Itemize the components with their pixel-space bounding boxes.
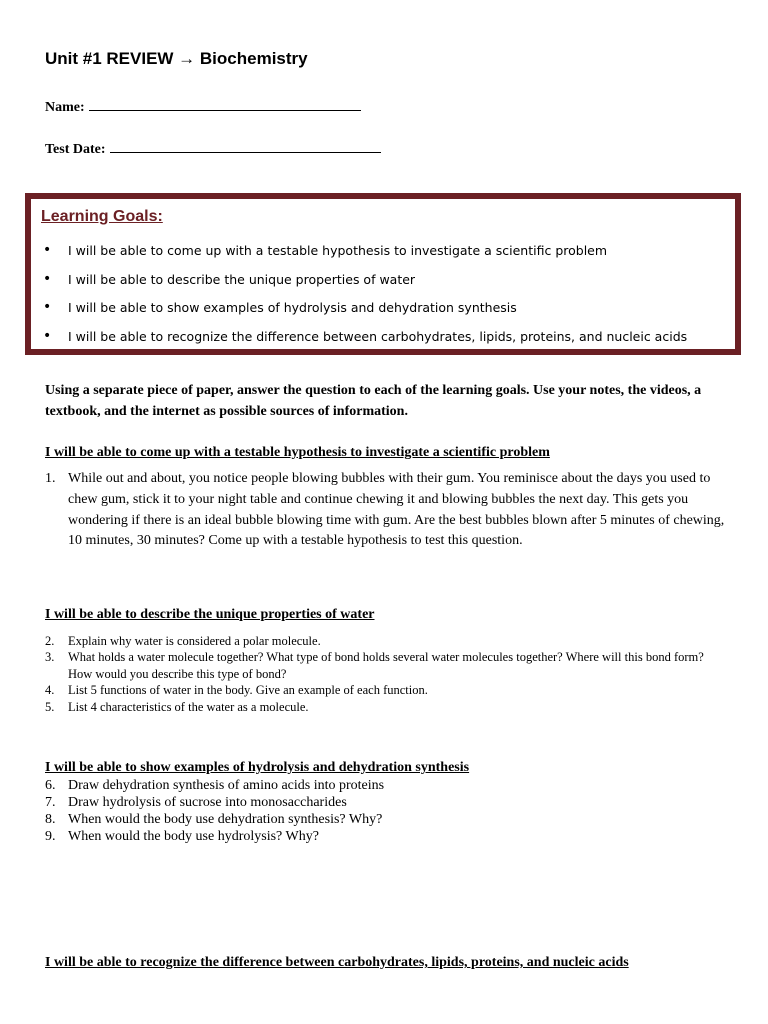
question-text: While out and about, you notice people blowing bubbles with their gum. You reminisce about the days you used to chew gum, stick it to your night table and continue chewing it and blowing bubbles the next day. This gets you wondering if there is an ideal bubble blowing time with gum. Are the best bubbles blown after 5 minutes of chewing, 10 minutes, 30 minutes? Come up with a testable hypothesis to test this question. <box>68 471 725 549</box>
learning-goals-list <box>41 243 687 357</box>
learning-goal-item: • I will be able to recognize the difference between carbohydrates, lipids, proteins, and nucleic acids <box>41 329 687 358</box>
question-text: Draw dehydration synthesis of amino acids into proteins <box>68 778 385 793</box>
name-label: Name: <box>45 100 85 115</box>
question-number: 5. <box>45 700 55 714</box>
instructions-text: Using a separate piece of paper, answer the question to each of the learning goals. Use your notes, the videos, a textbook, and the internet as possible sources of information. <box>45 383 702 419</box>
learning-goals-box <box>25 193 741 355</box>
test-date-blank-line <box>110 138 381 153</box>
test-date-label: Test Date: <box>45 142 106 157</box>
question-number: 6. <box>45 778 56 793</box>
question-number: 4. <box>45 683 55 697</box>
section-heading-hydrolysis: I will be able to show examples of hydrolysis and dehydration synthesis <box>45 760 470 775</box>
question-number: 3. <box>45 650 55 664</box>
question-number: 9. <box>45 829 56 844</box>
question-number: 2. <box>45 634 55 648</box>
question-text: What holds a water molecule together? What type of bond holds several water molecules together? Where will this bond form? How would you describe this type of bond? <box>68 650 704 681</box>
test-date-field <box>45 138 381 158</box>
section-heading-water: I will be able to describe the unique properties of water <box>45 607 375 622</box>
learning-goals-title: Learning Goals: <box>41 208 163 225</box>
question-text: List 4 characteristics of the water as a molecule. <box>68 700 309 714</box>
question-text: When would the body use dehydration synthesis? Why? <box>68 812 383 827</box>
section-heading-macromolecules: I will be able to recognize the difference between carbohydrates, lipids, proteins, and nucleic acids <box>45 955 629 970</box>
question-number: 1. <box>45 471 56 486</box>
question-number: 7. <box>45 795 56 810</box>
question-text: When would the body use hydrolysis? Why? <box>68 829 319 844</box>
page-title: Unit #1 REVIEW → Biochemistry <box>45 49 308 68</box>
question-text: Draw hydrolysis of sucrose into monosaccharides <box>68 795 347 810</box>
question-number: 8. <box>45 812 56 827</box>
question-text: Explain why water is considered a polar molecule. <box>68 634 321 648</box>
name-blank-line <box>89 96 361 111</box>
learning-goal-item: • I will be able to show examples of hydrolysis and dehydration synthesis <box>41 300 687 329</box>
learning-goal-item: • I will be able to come up with a testable hypothesis to investigate a scientific problem <box>41 243 687 272</box>
section-heading-hypothesis: I will be able to come up with a testable hypothesis to investigate a scientific problem <box>45 445 550 460</box>
name-field <box>45 96 361 116</box>
learning-goal-item: • I will be able to describe the unique properties of water <box>41 272 687 301</box>
question-text: List 5 functions of water in the body. Give an example of each function. <box>68 683 428 697</box>
